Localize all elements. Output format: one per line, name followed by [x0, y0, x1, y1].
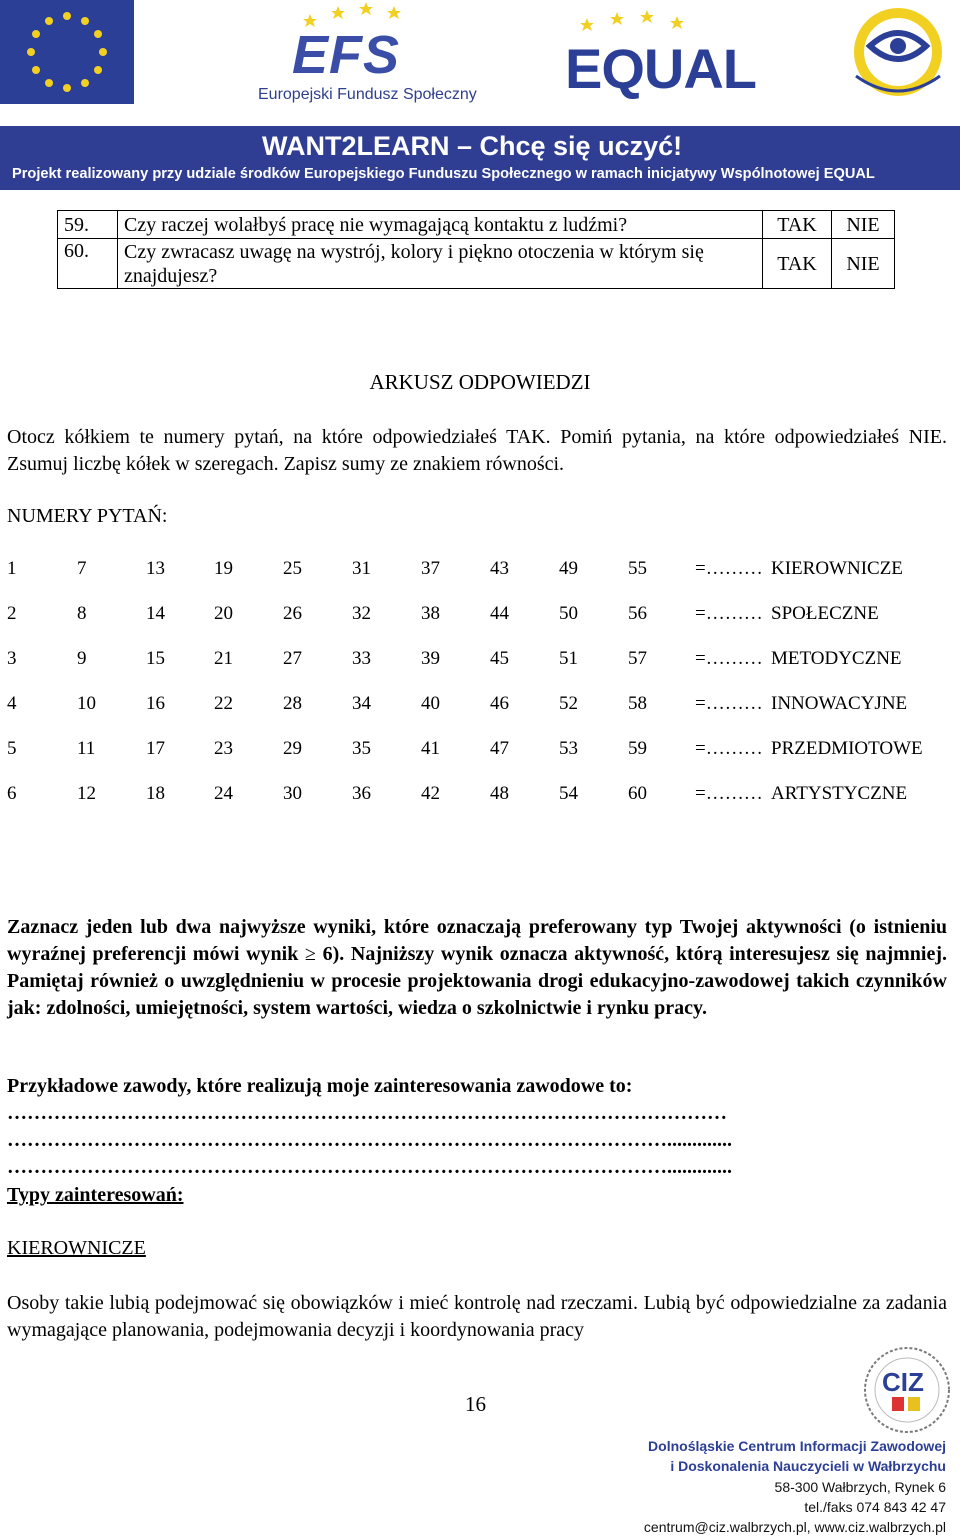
numbers-label: NUMERY PYTAŃ: — [7, 505, 168, 527]
question-number-cell[interactable]: 6 — [7, 783, 17, 804]
question-number-cell[interactable]: 14 — [146, 603, 165, 624]
question-number: 60. — [58, 239, 118, 289]
question-number-cell[interactable]: 53 — [559, 738, 578, 759]
question-number-cell[interactable]: 4 — [7, 693, 17, 714]
category-label: METODYCZNE — [771, 648, 902, 669]
org-name-line2: i Doskonalenia Nauczycieli w Wałbrzychu — [670, 1458, 946, 1474]
question-number-cell[interactable]: 20 — [214, 603, 233, 624]
sum-field[interactable]: =……… — [695, 693, 763, 714]
question-number-cell[interactable]: 11 — [77, 738, 96, 759]
question-number-cell[interactable]: 22 — [214, 693, 233, 714]
org-web: centrum@ciz.walbrzych.pl, www.ciz.walbrzych.pl — [643, 1519, 946, 1535]
question-number-cell[interactable]: 44 — [490, 603, 509, 624]
efs-logo-text: EFS — [292, 25, 401, 85]
question-number-cell[interactable]: 34 — [352, 693, 371, 714]
question-number-cell[interactable]: 52 — [559, 693, 578, 714]
question-number-cell[interactable]: 27 — [283, 648, 302, 669]
question-text: Czy zwracasz uwagę na wystrój, kolory i piękno otoczenia w którym się znajdujesz? — [118, 239, 763, 289]
partnership-logo — [846, 6, 950, 116]
question-number-cell[interactable]: 1 — [7, 558, 17, 579]
answer-no[interactable]: NIE — [832, 211, 895, 239]
efs-subtitle: Europejski Fundusz Społeczny — [258, 86, 477, 103]
answer-no[interactable]: NIE — [832, 239, 895, 289]
org-address: 58-300 Wałbrzych, Rynek 6 — [774, 1479, 946, 1495]
question-number-cell[interactable]: 50 — [559, 603, 578, 624]
banner-subtitle: Projekt realizowany przy udziale środków Europejskiego Funduszu Społecznego w ramach inicjatywy Wspólnotowej EQUAL — [12, 166, 875, 182]
question-number-cell[interactable]: 17 — [146, 738, 165, 759]
question-number-cell[interactable]: 10 — [77, 693, 96, 714]
summary-part1: Zaznacz jeden lub dwa najwyższe wyniki, które oznaczają preferowany typ Twojej aktywności (o istnieniu wyraźnej preferencji mówi wynik — [7, 916, 947, 965]
sum-field[interactable]: =……… — [695, 648, 763, 669]
category-label: SPOŁECZNE — [771, 603, 879, 624]
type-description: Osoby takie lubią podejmować się obowiązków i mieć kontrolę nad rzeczami. Lubią być odpowiedzialne za zadania wymagające planowania, podejmowania decyzji i koordynowania pracy — [7, 1292, 947, 1341]
category-label: ARTYSTYCZNE — [771, 783, 908, 804]
question-number-cell[interactable]: 23 — [214, 738, 233, 759]
question-number-cell[interactable]: 39 — [421, 648, 440, 669]
category-label: KIEROWNICZE — [771, 558, 903, 579]
question-number-cell[interactable]: 16 — [146, 693, 165, 714]
question-number-cell[interactable]: 48 — [490, 783, 509, 804]
question-number-cell[interactable]: 30 — [283, 783, 302, 804]
question-number-cell[interactable]: 15 — [146, 648, 165, 669]
banner-title: WANT2LEARN – Chcę się uczyć! — [262, 131, 683, 161]
answer-yes[interactable]: TAK — [763, 239, 832, 289]
table-row — [58, 211, 895, 239]
question-number-cell[interactable]: 31 — [352, 558, 371, 579]
category-label: PRZEDMIOTOWE — [771, 738, 923, 759]
question-number-cell[interactable]: 40 — [421, 693, 440, 714]
question-number-cell[interactable]: 51 — [559, 648, 578, 669]
geq-symbol: ≥ — [305, 943, 316, 965]
ciz-logo-text: CIZ — [882, 1367, 924, 1397]
type-name: KIEROWNICZE — [7, 1237, 146, 1259]
question-number-cell[interactable]: 46 — [490, 693, 509, 714]
question-number-cell[interactable]: 29 — [283, 738, 302, 759]
equal-logo — [565, 0, 756, 100]
question-number-cell[interactable]: 26 — [283, 603, 302, 624]
sum-field[interactable]: =……… — [695, 738, 763, 759]
eu-flag-logo — [0, 0, 134, 104]
question-number-cell[interactable]: 13 — [146, 558, 165, 579]
sum-field[interactable]: =……… — [695, 783, 763, 804]
question-number-cell[interactable]: 2 — [7, 603, 17, 624]
answer-dots-line[interactable]: ………………………………………………………………………………………............. — [7, 1129, 732, 1151]
question-number-cell[interactable]: 32 — [352, 603, 371, 624]
org-name-line1: Dolnośląskie Centrum Informacji Zawodowej — [648, 1438, 946, 1454]
question-number-cell[interactable]: 56 — [628, 603, 647, 624]
org-phone: tel./faks 074 843 42 47 — [804, 1499, 946, 1515]
question-number-cell[interactable]: 36 — [352, 783, 371, 804]
table-row — [58, 239, 895, 289]
instructions: Otocz kółkiem te numery pytań, na które odpowiedziałeś TAK. Pomiń pytania, na które odpowiedziałeś NIE. Zsumuj liczbę kółek w szeregach. Zapisz sumy ze znakiem równości. — [7, 426, 947, 475]
answer-sheet-title: ARKUSZ ODPOWIEDZI — [369, 370, 591, 394]
summary-paragraph — [7, 914, 947, 1022]
question-number-cell[interactable]: 49 — [559, 558, 578, 579]
question-number-cell[interactable]: 43 — [490, 558, 509, 579]
project-banner — [0, 126, 960, 190]
sum-field[interactable]: =……… — [695, 558, 763, 579]
sum-field[interactable]: =……… — [695, 603, 763, 624]
category-label: INNOWACYJNE — [771, 693, 908, 714]
question-number-cell[interactable]: 41 — [421, 738, 440, 759]
question-number-cell[interactable]: 55 — [628, 558, 647, 579]
question-number-cell[interactable]: 3 — [7, 648, 17, 669]
question-number-cell[interactable]: 8 — [77, 603, 87, 624]
examples-label: Przykładowe zawody, które realizują moje zainteresowania zawodowe to: — [7, 1075, 633, 1097]
question-number-cell[interactable]: 33 — [352, 648, 371, 669]
efs-logo — [250, 0, 477, 110]
question-number-cell[interactable]: 28 — [283, 693, 302, 714]
question-number-cell[interactable]: 57 — [628, 648, 647, 669]
types-heading: Typy zainteresowań: — [7, 1184, 184, 1206]
question-number-cell[interactable]: 24 — [214, 783, 233, 804]
question-number-cell[interactable]: 38 — [421, 603, 440, 624]
question-number-cell[interactable]: 9 — [77, 648, 87, 669]
partnership-emblem-icon — [846, 6, 950, 116]
question-number-cell[interactable]: 37 — [421, 558, 440, 579]
question-number-cell[interactable]: 19 — [214, 558, 233, 579]
question-number-cell[interactable]: 47 — [490, 738, 509, 759]
question-text: Czy raczej wolałbyś pracę nie wymagającą kontaktu z ludźmi? — [118, 211, 763, 239]
question-number-cell[interactable]: 54 — [559, 783, 578, 804]
stars-icon — [575, 8, 695, 38]
page-number: 16 — [465, 1392, 486, 1416]
question-number: 59. — [58, 211, 118, 239]
question-number-cell[interactable]: 21 — [214, 648, 233, 669]
question-number-cell[interactable]: 7 — [77, 558, 87, 579]
question-number-cell[interactable]: 60 — [628, 783, 647, 804]
question-number-cell[interactable]: 5 — [7, 738, 17, 759]
equal-logo-text: EQUAL — [565, 37, 756, 100]
question-number-cell[interactable]: 42 — [421, 783, 440, 804]
question-number-cell[interactable]: 35 — [352, 738, 371, 759]
eu-stars-icon — [0, 0, 134, 104]
questions-table — [57, 210, 895, 289]
answer-dots-line[interactable]: ………………………………………………………………………………………............. — [7, 1156, 732, 1178]
ciz-logo — [862, 1345, 952, 1435]
question-number-cell[interactable]: 25 — [283, 558, 302, 579]
question-number-cell[interactable]: 45 — [490, 648, 509, 669]
question-number-cell[interactable]: 58 — [628, 693, 647, 714]
question-number-cell[interactable]: 59 — [628, 738, 647, 759]
summary-part2: 6). Najniższy wynik oznacza aktywność, którą interesujesz się najmniej. Pamiętaj również o uwzględnieniu w procesie projektowania drogi edukacyjno-zawodowej takich czynników jak: zdolności, umiejętności, system wartości, wiedza o szkolnictwie i rynku pracy. — [7, 943, 947, 1019]
question-number-cell[interactable]: 18 — [146, 783, 165, 804]
answer-yes[interactable]: TAK — [763, 211, 832, 239]
answer-dots-line[interactable]: ……………………………………………………………………………………………… — [7, 1102, 727, 1124]
question-number-cell[interactable]: 12 — [77, 783, 96, 804]
